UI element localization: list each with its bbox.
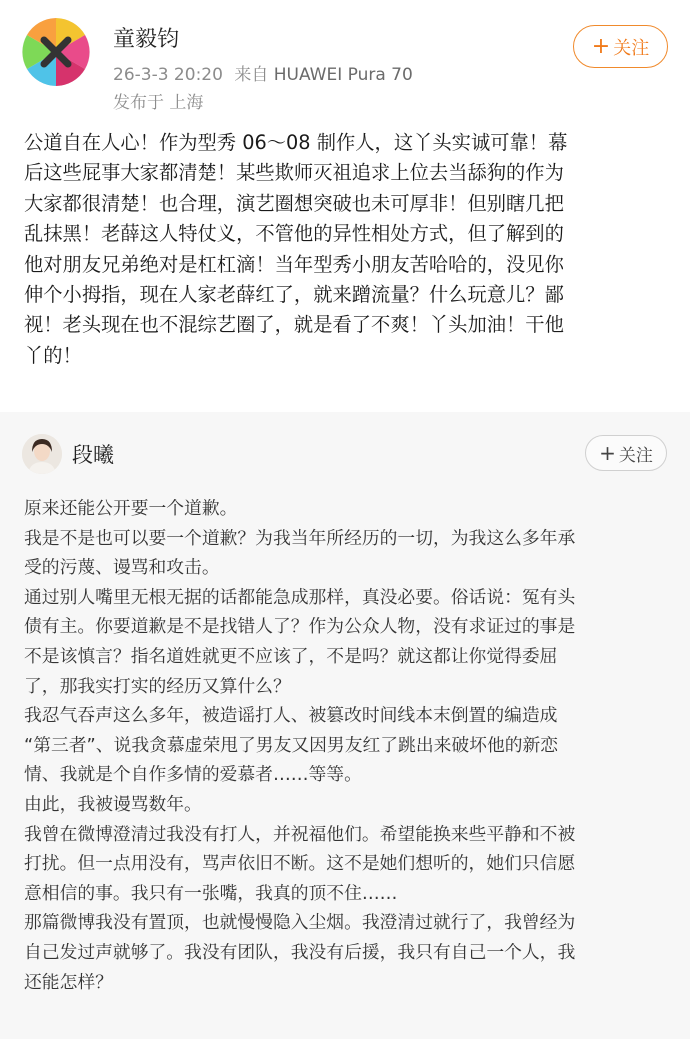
quoted-post[interactable] bbox=[0, 412, 690, 1039]
follow-label: 关注 bbox=[613, 37, 650, 59]
device-name: HUAWEI Pura 70 bbox=[273, 65, 413, 85]
plus-icon: + bbox=[599, 441, 616, 465]
quoted-post-text: 原来还能公开要一个道歉。 我是不是也可以要一个道歉？为我当年所经历的一切，为我这么多年承 受的污蔑、谩骂和攻击。 通过别人嘴里无根无据的话都能急成那样，真没必要。俗话说：冤有头 债有主。你要道歉是不是找错人了？作为公众人物，没有求证过的事是 不是该慎言？指名道姓就更不应该了，不是吗？就这都让你觉得委屈 了，那我实打实的经历又算什么？ 我忍气吞声这么多年，被造谣打人、被篡改时间线本末倒置的编造成 “第三者”、说我贪慕虚荣甩了男友又因男友红了跳出来破坏他的新恋 情、我就是个自作多情的爱慕者……等等。 由此，我被谩骂数年。 我曾在微博澄清过我没有打人，并祝福他们。希望能换来些平静和不被 打扰。但一点用没有，骂声依旧不断。这不是她们想听的，她们只信愿 意相信的事。我只有一张嘴，我真的顶不住…… 那篇微博我没有置顶，也就慢慢隐入尘烟。我澄清过就行了，我曾经为 自己发过声就够了。我没有团队，我没有后援，我只有自己一个人，我 还能怎样？ bbox=[24, 498, 576, 993]
quoted-author-avatar[interactable] bbox=[22, 434, 62, 474]
quoted-follow-button[interactable] bbox=[585, 435, 667, 471]
quoted-follow-label: 关注 bbox=[618, 445, 653, 466]
plus-icon: + bbox=[591, 33, 611, 59]
post-location: 发布于 上海 bbox=[113, 93, 204, 113]
source-prefix: 来自 bbox=[234, 65, 269, 85]
post-time: 26-3-3 20:20 bbox=[113, 65, 223, 85]
quoted-author-name[interactable]: 段曦 bbox=[72, 443, 114, 467]
post-text: 公道自在人心！作为型秀 06～08 制作人，这丫头实诚可靠！幕 后这些屁事大家都清楚！某些欺师灭祖追求上位去当舔狗的作为 大家都很清楚！也合理，演艺圈想突破也未可厚非！但别瞎几把 乱抹黑！老薛这人特仗义，不管他的异性相处方式，但了解到的 他对朋友兄弟绝对是杠杠滴！当年型秀小朋友苦哈哈的，没见你 伸个小拇指，现在人家老薛红了，就来蹭流量？什么玩意儿？鄙 视！老头现在也不混综艺圈了，就是看了不爽！丫头加油！干他 丫的！ bbox=[24, 131, 568, 367]
post-meta bbox=[113, 60, 413, 85]
follow-button[interactable] bbox=[573, 25, 668, 68]
author-name[interactable]: 童毅钧 bbox=[113, 27, 180, 52]
author-avatar[interactable] bbox=[22, 18, 90, 86]
weibo-post bbox=[0, 0, 690, 412]
